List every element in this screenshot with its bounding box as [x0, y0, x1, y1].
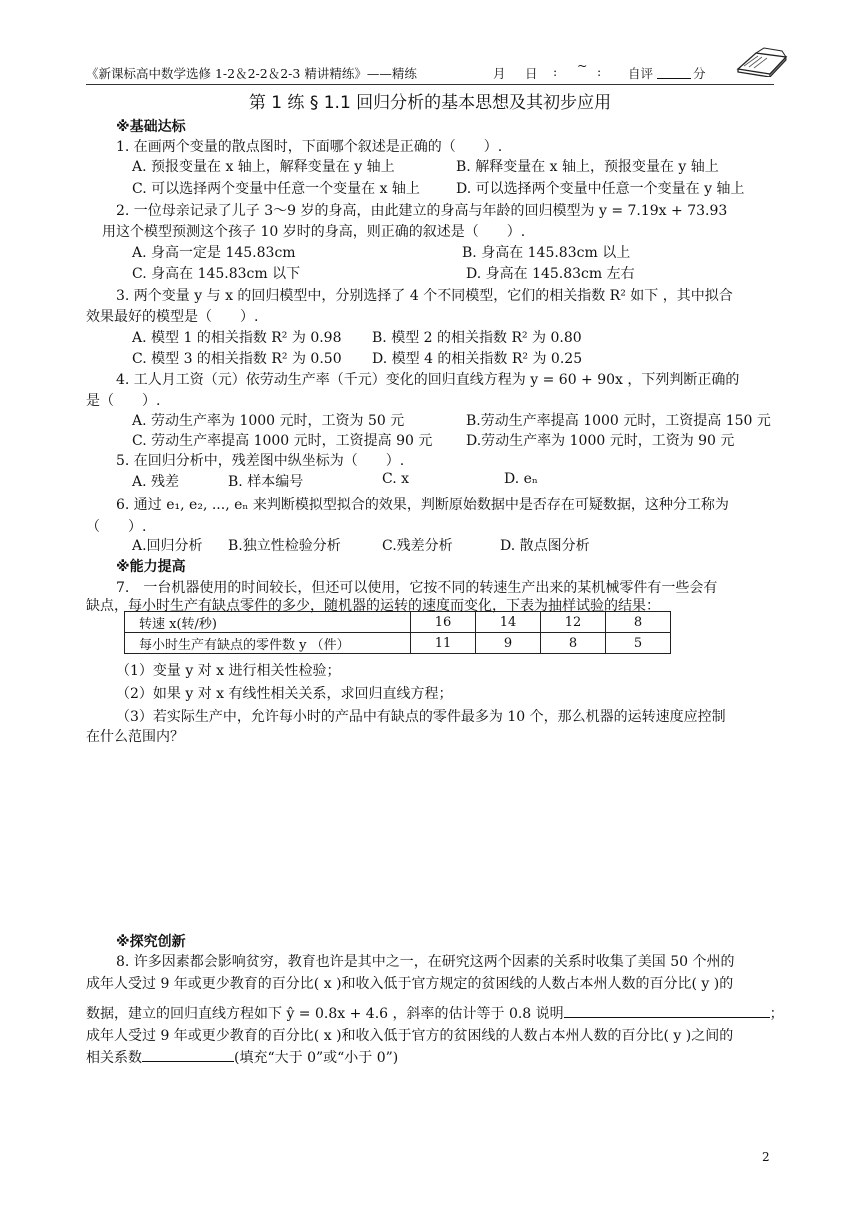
header-score-unit: 分 [693, 66, 706, 81]
q7-data-table [124, 611, 671, 654]
q3-stem: 3. 两个变量 y 与 x 的回归模型中，分别选择了 4 个不同模型，它们的相关指数 R² 如下 ，其中拟合 [116, 288, 733, 304]
q3-option-c[interactable]: C. 模型 3 的相关指数 R² 为 0.50 [132, 351, 342, 367]
q1-option-a[interactable]: A. 预报变量在 x 轴上，解释变量在 y 轴上 [132, 159, 395, 175]
table-cell: 11 [411, 633, 476, 654]
q2-stem: 2. 一位母亲记录了儿子 3～9 岁的身高，由此建立的身高与年龄的回归模型为 y = 7.19x + 73.93 [116, 203, 728, 219]
q3-stem-cont: 效果最好的模型是（ ）. [86, 309, 259, 325]
table-cell: 8 [541, 633, 606, 654]
q1-stem: 1. 在画两个变量的散点图时，下面哪个叙述是正确的（ ）. [116, 139, 503, 155]
q7-part-1: （1）变量 y 对 x 进行相关性检验； [116, 663, 341, 679]
table-cell: 5 [606, 633, 671, 654]
q7-part-2: （2）如果 y 对 x 有线性相关关系，求回归直线方程； [116, 686, 453, 702]
q7-part-3: （3）若实际生产中，允许每小时的产品中有缺点的零件最多为 10 个，那么机器的运转速度应控制 [116, 709, 726, 725]
q4-stem: 4. 工人月工资（元）依劳动生产率（千元）变化的回归直线方程为 y = 60 + 90x ，下列判断正确的 [116, 372, 740, 388]
q4-option-b[interactable]: B.劳动生产率提高 1000 元时，工资提高 150 元 [466, 413, 771, 429]
q8-line-5-end: (填充“大于 0”或“小于 0”) [234, 1050, 399, 1066]
q8-line-4: 成年人受过 9 年或更少教育的百分比( x )和收入低于官方的贫困线的人数占本州人数的百分比( y )之间的 [86, 1028, 734, 1044]
q7-part-3-cont: 在什么范围内？ [86, 729, 184, 745]
q4-option-d[interactable]: D.劳动生产率为 1000 元时，工资为 90 元 [466, 433, 735, 449]
header-time-colon: : [597, 64, 602, 79]
q5-option-c[interactable]: C. x [382, 471, 410, 487]
q2-option-d[interactable]: D. 身高在 145.83cm 左右 [466, 266, 635, 282]
section-explore: ※探究创新 [116, 934, 186, 950]
q8-blank-correlation[interactable] [142, 1047, 234, 1062]
header-self-eval: 自评 [628, 66, 654, 81]
q6-option-a[interactable]: A.回归分析 [132, 538, 203, 554]
table-row [125, 633, 671, 654]
q8-line-3-text: 数据，建立的回归直线方程如下 ŷ = 0.8x + 4.6 ，斜率的估计等于 0.8 说明 [86, 1006, 564, 1022]
q2-option-c[interactable]: C. 身高在 145.83cm 以下 [132, 266, 301, 282]
header-rule [86, 84, 774, 85]
table-cell: 16 [411, 612, 476, 633]
q5-option-d[interactable]: D. eₙ [504, 471, 538, 487]
header-book-title: 《新课标高中数学选修 1-2＆2-2＆2-3 精讲精练》——精练 [86, 66, 417, 81]
q2-option-b[interactable]: B. 身高在 145.83cm 以上 [462, 245, 631, 261]
page-number: 2 [762, 1150, 770, 1164]
q3-option-a[interactable]: A. 模型 1 的相关指数 R² 为 0.98 [132, 330, 342, 346]
q8-blank-slope[interactable] [564, 1003, 770, 1018]
table-header-defects: 每小时生产有缺点的零件数 y （件） [125, 633, 411, 654]
q7-answer-area[interactable] [86, 752, 774, 920]
q3-option-d[interactable]: D. 模型 4 的相关指数 R² 为 0.25 [372, 351, 583, 367]
q1-option-b[interactable]: B. 解释变量在 x 轴上，预报变量在 y 轴上 [456, 159, 719, 175]
table-cell: 9 [476, 633, 541, 654]
q8-line-3-end: ； [769, 1006, 784, 1022]
q5-stem: 5. 在回归分析中，残差图中纵坐标为（ ）. [116, 453, 405, 469]
header-month: 月 [493, 66, 506, 81]
q7-stem-cont: 缺点，每小时生产有缺点零件的多少，随机器的运转的速度而变化，下表为抽样试验的结果： [86, 598, 660, 614]
q5-option-a[interactable]: A. 残差 [132, 474, 180, 490]
q8-line-3 [86, 1003, 784, 1023]
q6-stem: 6. 通过 e₁, e₂, ..., eₙ 来判断模拟型拟合的效果，判断原始数据中是否存在可疑数据，这种分工称为 [116, 497, 729, 513]
table-header-speed: 转速 x(转/秒) [125, 612, 411, 633]
q7-stem: 7. 一台机器使用的时间较长，但还可以使用，它按不同的转速生产出来的某机械零件有一些会有 [116, 580, 718, 596]
q8-line-1: 8. 许多因素都会影响贫穷，教育也许是其中之一，在研究这两个因素的关系时收集了美国 50 个州的 [116, 954, 735, 970]
q4-stem-cont: 是（ ）. [86, 393, 161, 409]
table-row [125, 612, 671, 633]
header-time-tilde: ~ [577, 58, 588, 73]
q6-option-c[interactable]: C.残差分析 [382, 538, 453, 554]
q3-option-b[interactable]: B. 模型 2 的相关指数 R² 为 0.80 [372, 330, 582, 346]
q6-option-b[interactable]: B.独立性检验分析 [228, 538, 341, 554]
section-basic: ※基础达标 [116, 119, 186, 135]
q4-option-c[interactable]: C. 劳动生产率提高 1000 元时，工资提高 90 元 [132, 433, 433, 449]
q6-stem-cont: （ ）. [86, 519, 147, 535]
table-cell: 14 [476, 612, 541, 633]
q4-option-a[interactable]: A. 劳动生产率为 1000 元时，工资为 50 元 [132, 413, 405, 429]
q6-option-d[interactable]: D. 散点图分析 [500, 538, 590, 554]
q2-option-a[interactable]: A. 身高一定是 145.83cm [132, 245, 296, 261]
header-day: 日 [525, 66, 538, 81]
q8-line-5-text: 相关系数 [86, 1050, 142, 1066]
header-time-colon: : [553, 64, 558, 79]
q8-line-5 [86, 1047, 398, 1067]
book-icon [734, 47, 790, 77]
table-cell: 8 [606, 612, 671, 633]
score-blank[interactable] [657, 78, 691, 79]
q2-stem-cont: 用这个模型预测这个孩子 10 岁时的身高，则正确的叙述是（ ）. [102, 224, 526, 240]
q1-option-c[interactable]: C. 可以选择两个变量中任意一个变量在 x 轴上 [132, 181, 420, 197]
page-title: 第 1 练 § 1.1 回归分析的基本思想及其初步应用 [248, 93, 612, 113]
q5-option-b[interactable]: B. 样本编号 [228, 474, 304, 490]
table-cell: 12 [541, 612, 606, 633]
q8-line-2: 成年人受过 9 年或更少教育的百分比( x )和收入低于官方规定的贫困线的人数占本州人数的百分比( y )的 [86, 976, 734, 992]
section-ability: ※能力提高 [116, 559, 186, 575]
q1-option-d[interactable]: D. 可以选择两个变量中任意一个变量在 y 轴上 [456, 181, 745, 197]
